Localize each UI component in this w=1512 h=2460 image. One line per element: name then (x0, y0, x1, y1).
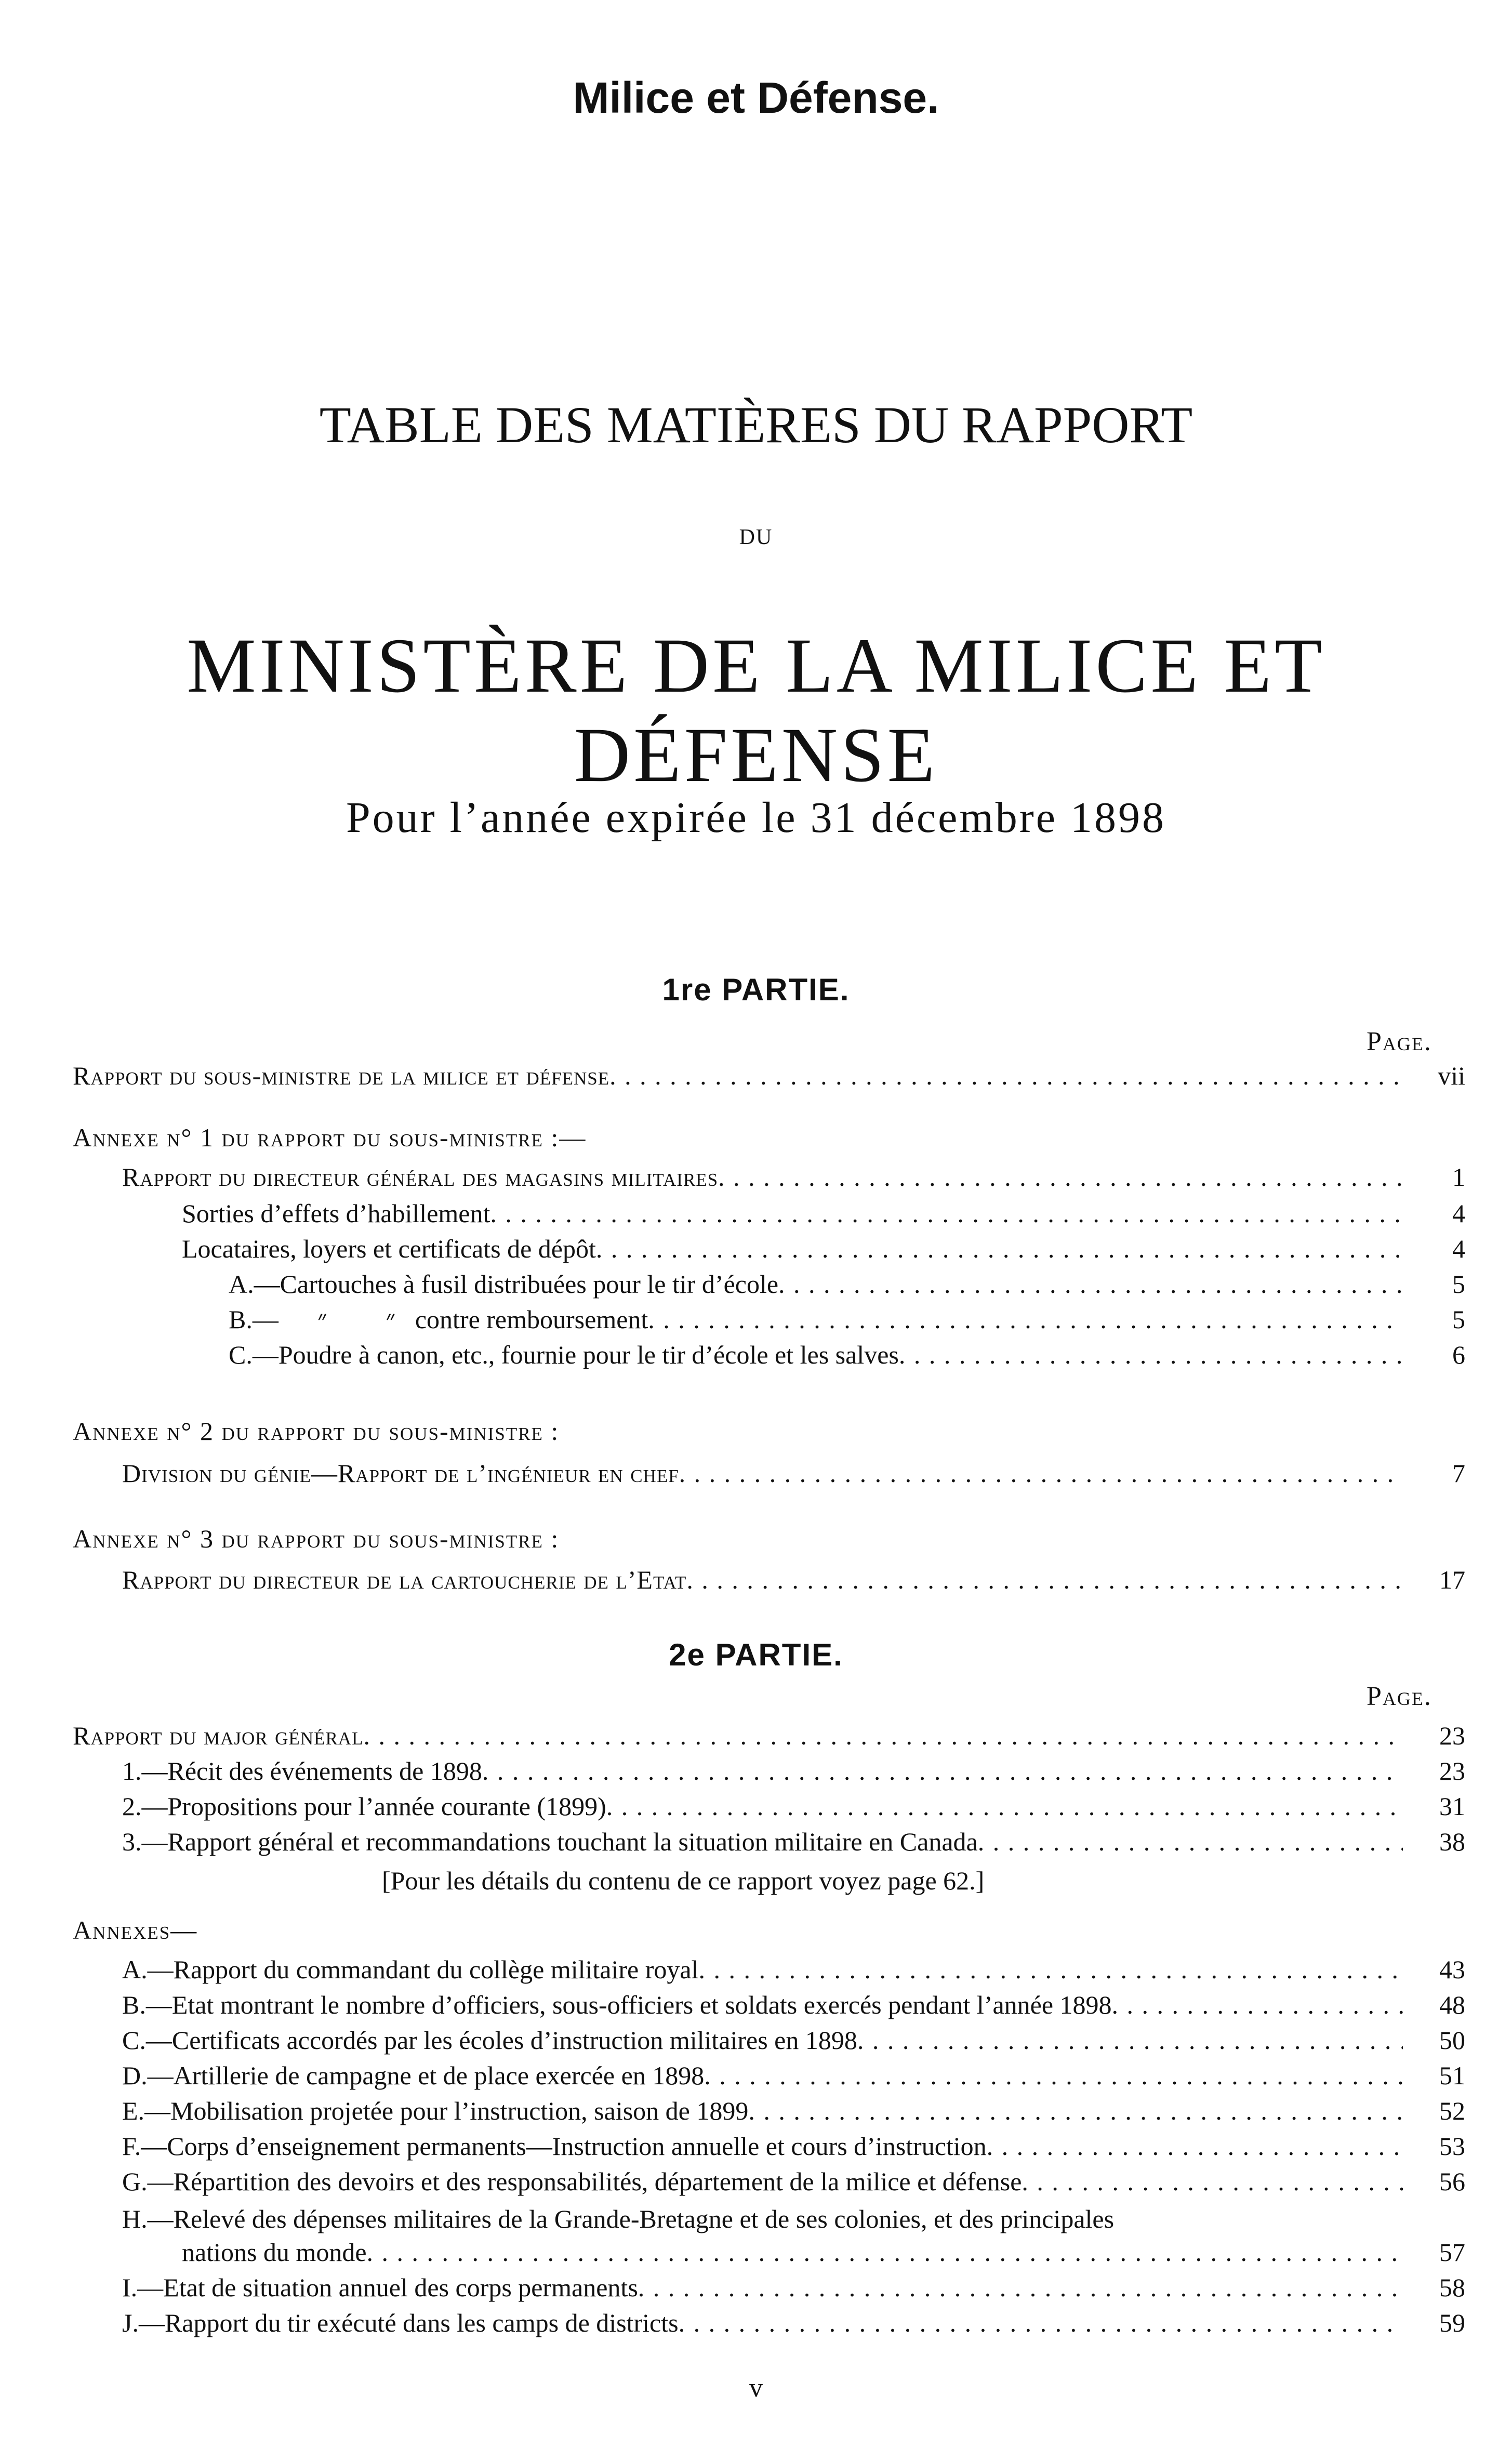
leader-dots (857, 2027, 1403, 2053)
toc-entry-label: G.—Répartition des devoirs et des responsabilités, département de la milice et défense (122, 2167, 1022, 2196)
toc-entry[interactable] (122, 1992, 1465, 2018)
toc-entry[interactable] (122, 1956, 1465, 1982)
annexes-heading: Annexes— (73, 1915, 198, 1945)
toc-entry-page: vii (1438, 1061, 1465, 1090)
toc-entry-label: J.—Rapport du tir exécuté dans les camps de districts (122, 2308, 679, 2337)
toc-entry-page: 1 (1452, 1162, 1465, 1192)
part2-title: 2e PARTIE. (669, 1637, 843, 1672)
leader-dots (596, 1236, 1403, 1262)
toc-entry-page: 17 (1439, 1565, 1465, 1594)
toc-entry-label: E.—Mobilisation projetée pour l’instruction, saison de 1899 (122, 2096, 749, 2125)
toc-entry[interactable] (182, 2239, 1465, 2265)
toc-entry-page: 23 (1439, 1721, 1465, 1750)
toc-entry-label: D.—Artillerie de campagne et de place exercée en 1898 (122, 2061, 705, 2090)
leader-dots (686, 1567, 1403, 1593)
toc-entry-label: 3.—Rapport général et recommandations touchant la situation militaire en Canada (122, 1827, 978, 1856)
toc-entry-h-line1: H.—Relevé des dépenses militaires de la Grande-Bretagne et de ses colonies, et des principales (122, 2204, 1115, 2233)
toc-entry-page: 52 (1439, 2096, 1465, 2125)
leader-dots (679, 2310, 1403, 2336)
toc-entry[interactable] (229, 1271, 1465, 1297)
toc-entry-label: Rapport du sous-ministre de la milice et défense (73, 1061, 610, 1090)
leader-dots (978, 1829, 1403, 1855)
annexe2-heading: Annexe n° 2 du rapport du sous-ministre : (73, 1417, 560, 1446)
toc-entry-page: 4 (1452, 1199, 1465, 1228)
leader-dots (638, 2274, 1403, 2300)
annexe3-heading: Annexe n° 3 du rapport du sous-ministre : (73, 1524, 560, 1553)
leader-dots (987, 2133, 1403, 2159)
leader-dots (609, 1063, 1403, 1089)
leader-dots (1022, 2168, 1403, 2194)
toc-entry-label: 1.—Récit des événements de 1898 (122, 1756, 482, 1786)
toc-entry[interactable] (122, 1758, 1465, 1784)
toc-entry-page: 57 (1439, 2238, 1465, 2267)
leader-dots (606, 1793, 1403, 1819)
toc-entry[interactable] (122, 2098, 1465, 2124)
toc-entry[interactable] (122, 1829, 1465, 1855)
toc-entry[interactable] (122, 2062, 1465, 2088)
toc-entry-page: 51 (1439, 2061, 1465, 2090)
toc-entry-page: 53 (1439, 2132, 1465, 2161)
part1-title: 1re PARTIE. (662, 972, 850, 1007)
leader-dots (704, 2062, 1403, 2088)
part1-page-label: Page. (1367, 1027, 1432, 1056)
du-connector: DU (739, 525, 773, 549)
leader-dots (482, 1758, 1403, 1784)
toc-entry-page: 6 (1452, 1340, 1465, 1369)
toc-entry-label: Rapport du major général (73, 1721, 364, 1750)
details-note: [Pour les détails du contenu de ce rapport voyez page 62.] (382, 1866, 985, 1895)
toc-entry[interactable] (182, 1200, 1465, 1226)
toc-entry[interactable] (122, 2274, 1465, 2300)
toc-entry-label: C.—Poudre à canon, etc., fournie pour le tir d’école et les salves (229, 1340, 899, 1369)
toc-entry-label: I.—Etat de situation annuel des corps permanents (122, 2273, 638, 2302)
leader-dots (698, 1956, 1403, 1982)
ministry-title: MINISTÈRE DE LA MILICE ET DÉFENSE (187, 623, 1325, 798)
annexe1-heading: Annexe n° 1 du rapport du sous-ministre :— (73, 1123, 587, 1152)
leader-dots (748, 2098, 1403, 2124)
toc-entry-label: Division du génie—Rapport de l’ingénieur en chef (122, 1459, 679, 1488)
toc-entry-label: nations du monde (182, 2238, 367, 2267)
toc-entry-page: 59 (1439, 2308, 1465, 2337)
leader-dots (718, 1164, 1403, 1190)
toc-entry-page: 56 (1439, 2167, 1465, 2196)
toc-entry-label: Rapport du directeur général des magasins militaires (122, 1162, 719, 1192)
leader-dots (899, 1342, 1403, 1368)
toc-entry-label: Locataires, loyers et certificats de dépôt (182, 1234, 596, 1263)
toc-entry-label: B.—Etat montrant le nombre d’officiers, sous-officiers et soldats exercés pendant l’année 1898 (122, 1990, 1112, 2019)
toc-entry-page: 31 (1439, 1792, 1465, 1821)
toc-entry[interactable] (122, 2168, 1465, 2194)
toc-entry[interactable] (229, 1306, 1465, 1332)
toc-entry[interactable] (122, 2310, 1465, 2336)
toc-entry-page: 5 (1452, 1305, 1465, 1334)
running-head: Milice et Défense. (573, 73, 939, 122)
toc-entry[interactable] (182, 1236, 1465, 1262)
toc-entry-label: C.—Certificats accordés par les écoles d’instruction militaires en 1898 (122, 2026, 857, 2055)
toc-entry-label: 2.—Propositions pour l’année courante (1899) (122, 1792, 606, 1821)
toc-entry-label: B.— ״ ״ contre remboursement (229, 1305, 648, 1334)
leader-dots (367, 2239, 1403, 2265)
leader-dots (490, 1200, 1403, 1226)
leader-dots (778, 1271, 1403, 1297)
toc-entry[interactable] (229, 1342, 1465, 1368)
leader-dots (1112, 1992, 1403, 2018)
leader-dots (648, 1306, 1403, 1332)
toc-entry-page: 43 (1439, 1955, 1465, 1984)
toc-entry-page: 48 (1439, 1990, 1465, 2019)
toc-entry-rapport-major[interactable] (73, 1723, 1465, 1749)
toc-entry-page: 5 (1452, 1269, 1465, 1299)
toc-entry[interactable] (122, 2133, 1465, 2159)
page-folio: v (749, 2373, 763, 2403)
toc-entry[interactable] (122, 1460, 1465, 1486)
toc-entry[interactable] (122, 1793, 1465, 1819)
leader-dots (679, 1460, 1403, 1486)
toc-title: TABLE DES MATIÈRES DU RAPPORT (319, 396, 1193, 454)
toc-entry-label: Sorties d’effets d’habillement (182, 1199, 490, 1228)
year-line: Pour l’année expirée le 31 décembre 1898 (346, 793, 1166, 842)
toc-entry-label: F.—Corps d’enseignement permanents—Instruction annuelle et cours d’instruction (122, 2132, 987, 2161)
toc-entry-page: 50 (1439, 2026, 1465, 2055)
toc-entry-label: Rapport du directeur de la cartoucherie de l’Etat (122, 1565, 687, 1594)
toc-entry-page: 7 (1452, 1459, 1465, 1488)
toc-entry-label: A.—Cartouches à fusil distribuées pour le tir d’école (229, 1269, 779, 1299)
toc-entry[interactable] (122, 2027, 1465, 2053)
toc-entry-label: A.—Rapport du commandant du collège militaire royal (122, 1955, 699, 1984)
toc-entry[interactable] (122, 1164, 1465, 1190)
part2-page-label: Page. (1367, 1682, 1432, 1711)
toc-entry[interactable] (122, 1567, 1465, 1593)
toc-entry-page: 58 (1439, 2273, 1465, 2302)
toc-entry-page: 4 (1452, 1234, 1465, 1263)
toc-entry-page: 23 (1439, 1756, 1465, 1786)
leader-dots (363, 1723, 1403, 1749)
toc-entry-rapport-sous-ministre[interactable] (73, 1063, 1465, 1089)
toc-entry-page: 38 (1439, 1827, 1465, 1856)
